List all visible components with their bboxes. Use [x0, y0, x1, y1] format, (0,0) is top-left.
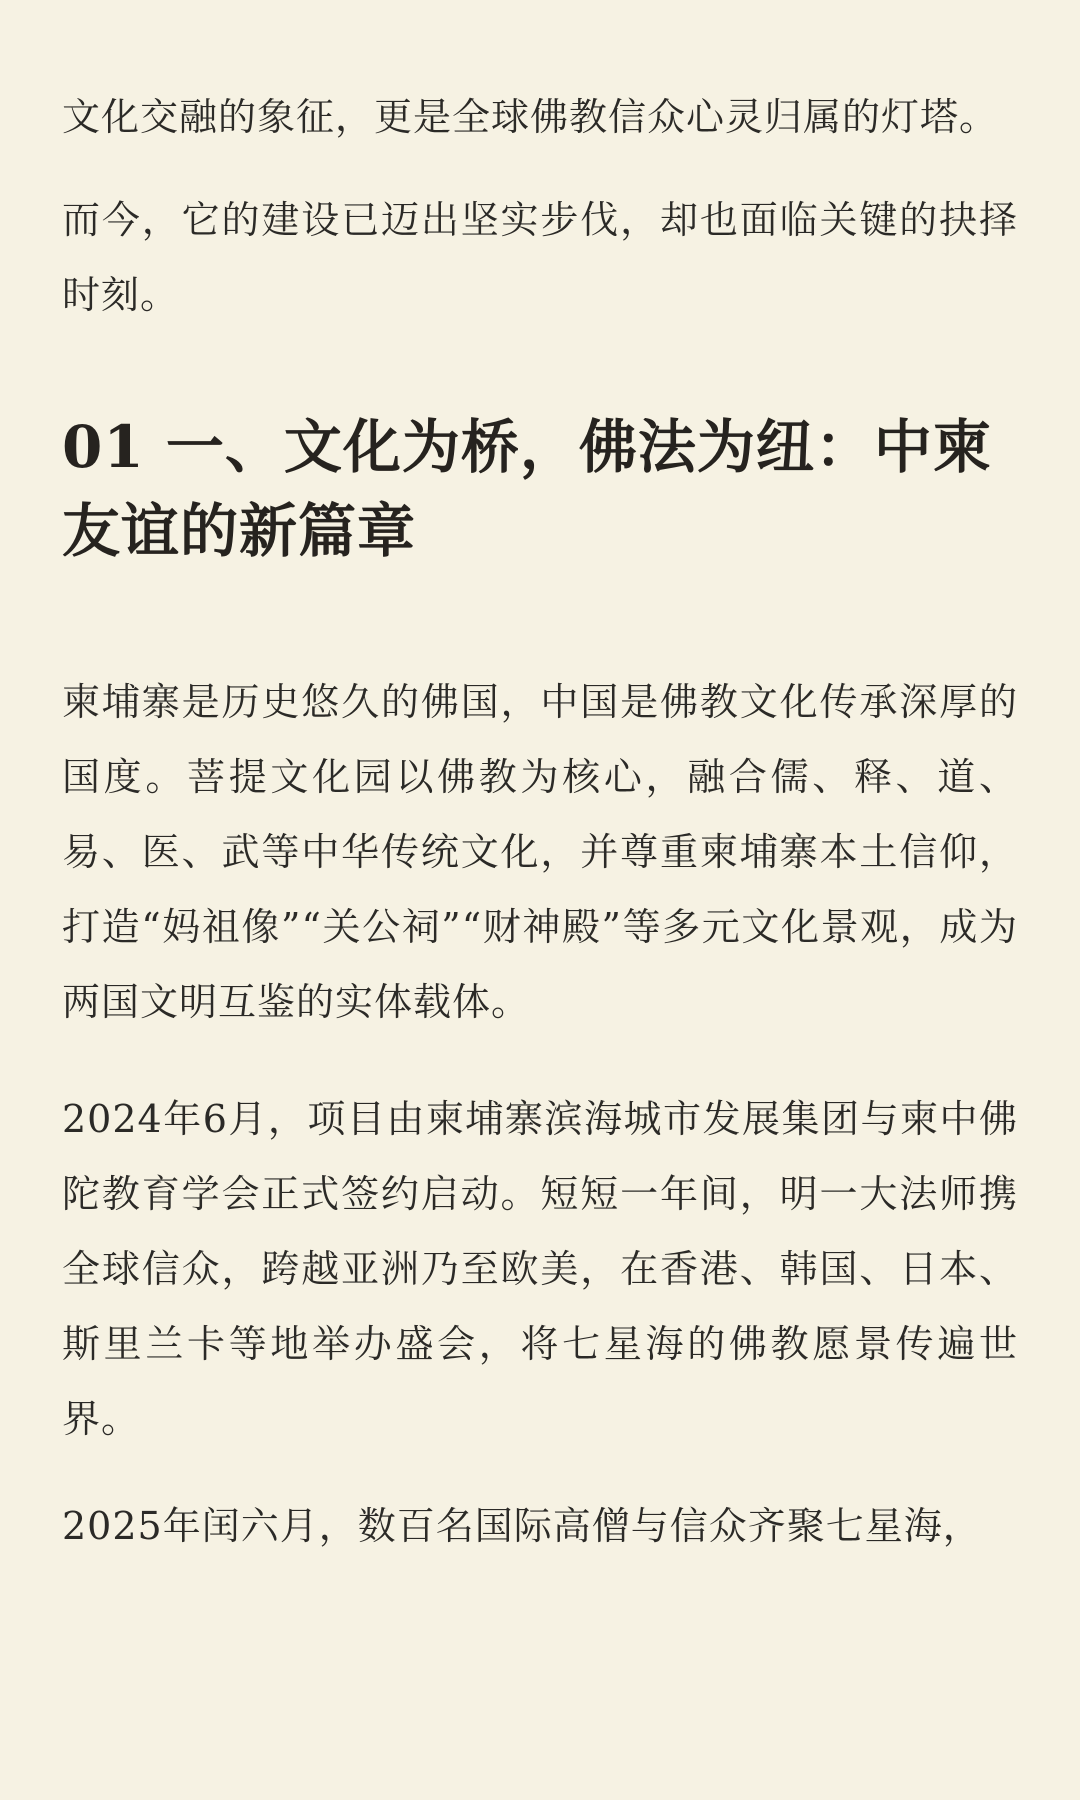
section-paragraph-1: 柬埔寨是历史悠久的佛国，中国是佛教文化传承深厚的国度。菩提文化园以佛教为核心，融合儒、释、道、易、医、武等中华传统文化，并尊重柬埔寨本土信仰，打造“妈祖像”“关公祠”“财神殿”等多元文化景观，成为两国文明互鉴的实体载体。 [62, 680, 1018, 1024]
intro-paragraph-1: 文化交融的象征，更是全球佛教信众心灵归属的灯塔。 [62, 95, 999, 139]
section-paragraph-3: 2025年闰六月，数百名国际高僧与信众齐聚七星海， [62, 1504, 982, 1548]
section-paragraph-2: 2024年6月，项目由柬埔寨滨海城市发展集团与柬中佛陀教育学会正式签约启动。短短一年间，明一大法师携全球信众，跨越亚洲乃至欧美，在香港、韩国、日本、斯里兰卡等地举办盛会，将七星海的佛教愿景传遍世界。 [62, 1097, 1018, 1441]
intro-paragraph-2: 而今，它的建设已迈出坚实步伐，却也面临关键的抉择时刻。 [62, 198, 1018, 317]
section-heading: 01 一、文化为桥，佛法为纽：中柬友谊的新篇章 [62, 413, 992, 565]
